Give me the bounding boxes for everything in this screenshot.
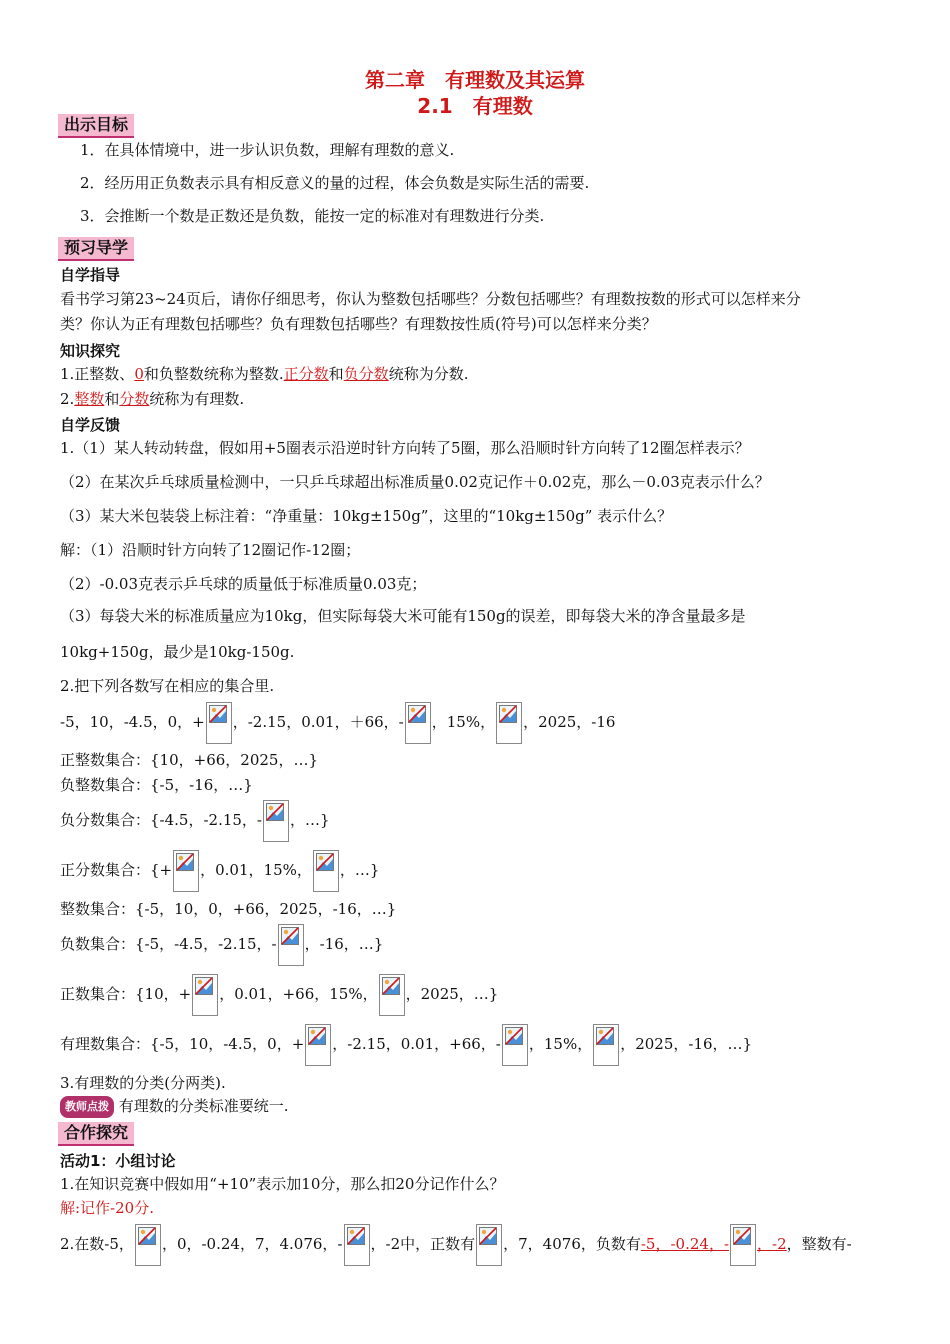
image-placeholder-icon [313,850,339,892]
teacher-tip: 教师点拨 有理数的分类标准要统一. [60,1096,289,1118]
positive-fraction-set: 正分数集合：{+ ，0.01，15%， ，…} [60,848,379,892]
image-placeholder-icon [263,800,289,842]
negative-set: 负数集合：{-5，-4.5，-2.15，- ，-16，…} [60,922,383,966]
feedback-q1: 1.（1）某人转动转盘，假如用+5圈表示沿逆时针方向转了5圈，那么沿顺时针方向转了12圈怎样表示？ [60,439,750,457]
feedback-a1: 解：（1）沿顺时针方向转了12圈记作-12圈； [60,541,361,559]
sets-intro: 2.把下列各数写在相应的集合里. [60,677,275,695]
goal-3: 3．会推断一个数是正数还是负数，能按一定的标准对有理数进行分类. [80,207,545,225]
image-placeholder-icon [344,1224,370,1266]
teacher-tip-badge: 教师点拨 [60,1096,114,1118]
feedback-a2: （2）-0.03克表示乒乓球的质量低于标准质量0.03克； [60,575,427,593]
feedback-q3: （3）某大米包装袋上标注着：“净重量：10kg±150g”，这里的“10kg±150g” 表示什么？ [60,507,673,525]
classify-line: 3.有理数的分类(分两类). [60,1074,226,1092]
section-preview: 预习导学 [58,237,134,261]
image-placeholder-icon [305,1024,331,1066]
number-list: -5，10，-4.5，0，+ ，-2.15，0.01，＋66，- ，15%， ，2025，-16 [60,700,615,744]
knowledge-line-2: 2.整数和分数统称为有理数. [60,390,245,408]
image-placeholder-icon [135,1224,161,1266]
blank-integer: 整数 [74,390,105,408]
coop-a1: 解:记作-20分. [60,1199,154,1217]
positive-set: 正数集合：{10，+ ，0.01，+66，15%， ，2025，…} [60,972,498,1016]
image-placeholder-icon [593,1024,619,1066]
negative-fraction-set: 负分数集合：{-4.5，-2.15，- ，…} [60,798,330,842]
image-placeholder-icon [502,1024,528,1066]
image-placeholder-icon [192,974,218,1016]
activity-heading: 活动1：小组讨论 [60,1152,176,1170]
image-placeholder-icon [173,850,199,892]
image-placeholder-icon [206,702,232,744]
blank-zero: 0 [134,365,144,383]
rational-set: 有理数集合：{-5，10，-4.5，0，+ ，-2.15，0.01，+66，- ，15%， ，2025，-16，…} [60,1022,752,1066]
goal-2: 2．经历用正负数表示具有相反意义的量的过程，体会负数是实际生活的需要. [80,174,590,192]
self-study-line-2: 类？你认为正有理数包括哪些？负有理数包括哪些？有理数按性质(符号)可以怎样来分类？ [60,315,657,333]
goal-1: 1．在具体情境中，进一步认识负数，理解有理数的意义. [80,141,455,159]
section-title: 2.1 有理数 [417,94,533,118]
feedback-a3-cont: 10kg+150g，最少是10kg-150g. [60,643,295,661]
image-placeholder-icon [496,702,522,744]
coop-q2: 2.在数-5， ，0，-0.24，7，4.076，- ，-2中，正数有 ，7，4076，负数有-5，-0.24，- ，-2，整数有- [60,1222,852,1266]
image-placeholder-icon [379,974,405,1016]
blank-positive-fraction: 正分数 [283,365,329,383]
negative-integer-set: 负整数集合：{-5，-16，…} [60,776,253,794]
feedback-a3: （3）每袋大米的标准质量应为10kg，但实际每袋大米可能有150g的误差，即每袋大米的净含量最多是 [60,607,746,625]
image-placeholder-icon [405,702,431,744]
chapter-title: 第二章 有理数及其运算 [365,68,585,92]
knowledge-heading: 知识探究 [60,342,121,360]
knowledge-line-1: 1.正整数、0和负整数统称为整数.正分数和负分数统称为分数. [60,365,469,383]
section-goals: 出示目标 [58,114,134,138]
integer-set: 整数集合：{-5，10，0，+66，2025，-16，…} [60,900,397,918]
blank-fraction: 分数 [119,390,150,408]
image-placeholder-icon [476,1224,502,1266]
self-study-line-1: 看书学习第23~24页后，请你仔细思考，你认为整数包括哪些？分数包括哪些？有理数按数的形式可以怎样来分 [60,290,801,308]
self-study-heading: 自学指导 [60,266,121,284]
feedback-q2: （2）在某次乒乓球质量检测中，一只乒乓球超出标准质量0.02克记作＋0.02克，那么－0.03克表示什么？ [60,473,770,491]
feedback-heading: 自学反馈 [60,416,121,434]
positive-integer-set: 正整数集合：{10，+66，2025，…} [60,751,319,769]
image-placeholder-icon [278,924,304,966]
section-coop: 合作探究 [58,1122,134,1146]
image-placeholder-icon [730,1224,756,1266]
blank-negative-fraction: 负分数 [343,365,389,383]
coop-q1: 1.在知识竞赛中假如用“+10”表示加10分，那么扣20分记作什么？ [60,1175,505,1193]
